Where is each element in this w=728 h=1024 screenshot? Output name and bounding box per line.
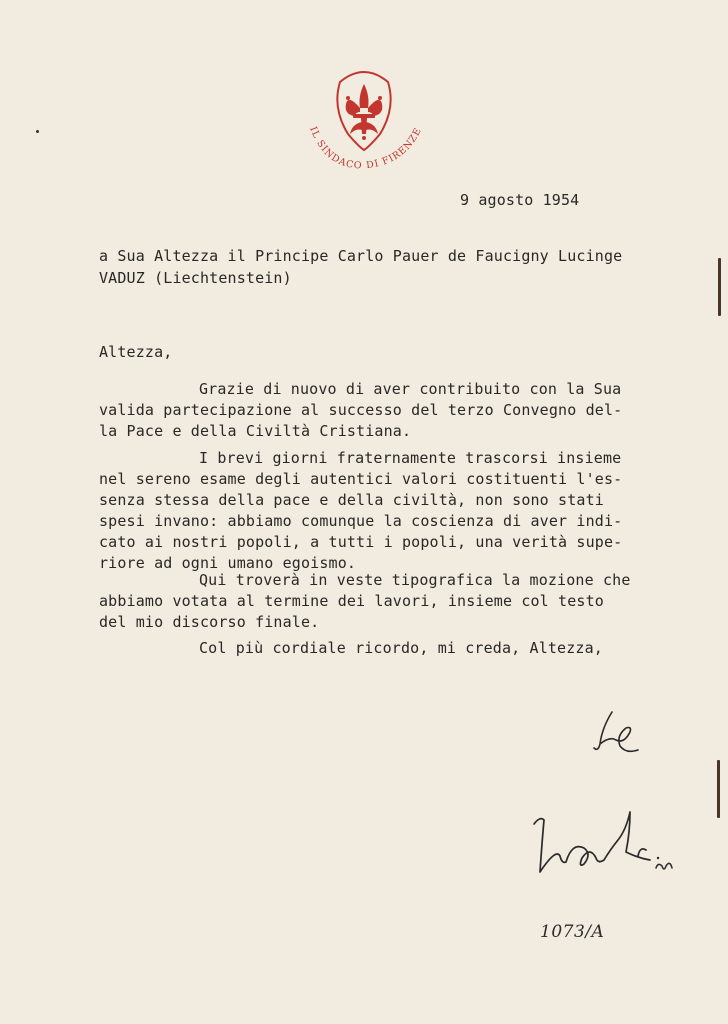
letterhead-text: IL SINDACO DI FIRENZE xyxy=(307,125,425,172)
text-line: Qui troverà in veste tipografica la mozione che xyxy=(199,571,631,589)
text-line: valida partecipazione al successo del terzo Convegno del- xyxy=(99,401,623,419)
closing-paragraph xyxy=(99,638,603,659)
body-paragraph xyxy=(99,448,622,574)
handwritten-signature xyxy=(526,802,682,886)
archive-number: 1073/A xyxy=(540,922,605,942)
text-line: del mio discorso finale. xyxy=(99,613,320,631)
recipient-line: a Sua Altezza il Principe Carlo Pauer de Faucigny Lucinge xyxy=(99,247,623,265)
text-line: abbiamo votata al termine dei lavori, insieme col testo xyxy=(99,592,604,610)
edge-mark-bottom xyxy=(717,760,720,818)
text-line: cato ai nostri popoli, a tutti i popoli, una verità supe- xyxy=(99,533,623,551)
stray-mark xyxy=(36,130,39,133)
text-line: nel sereno esame degli autentici valori costituenti l'es- xyxy=(99,470,623,488)
text-line: Grazie di nuovo di aver contribuito con la Sua xyxy=(199,380,622,398)
text-line: I brevi giorni fraternamente trascorsi insieme xyxy=(199,449,622,467)
text-line: la Pace e della Civiltà Cristiana. xyxy=(99,422,412,440)
fleur-de-lis-icon xyxy=(296,68,432,176)
text-line: riore ad ogni umano egoismo. xyxy=(99,554,357,572)
text-line: spesi invano: abbiamo comunque la coscienza di aver indi- xyxy=(99,512,623,530)
salutation: Altezza, xyxy=(99,343,173,361)
body-paragraph xyxy=(99,379,622,442)
body-paragraph xyxy=(99,570,631,633)
letter-date: 9 agosto 1954 xyxy=(460,191,580,209)
edge-mark-top xyxy=(718,258,721,316)
handwritten-initial xyxy=(590,706,642,762)
recipient-line: VADUZ (Liechtenstein) xyxy=(99,269,292,287)
closing-line: Col più cordiale ricordo, mi creda, Altezza, xyxy=(199,639,603,657)
text-line: senza stessa della pace e della civiltà, non sono stati xyxy=(99,491,604,509)
letterhead xyxy=(296,68,432,176)
